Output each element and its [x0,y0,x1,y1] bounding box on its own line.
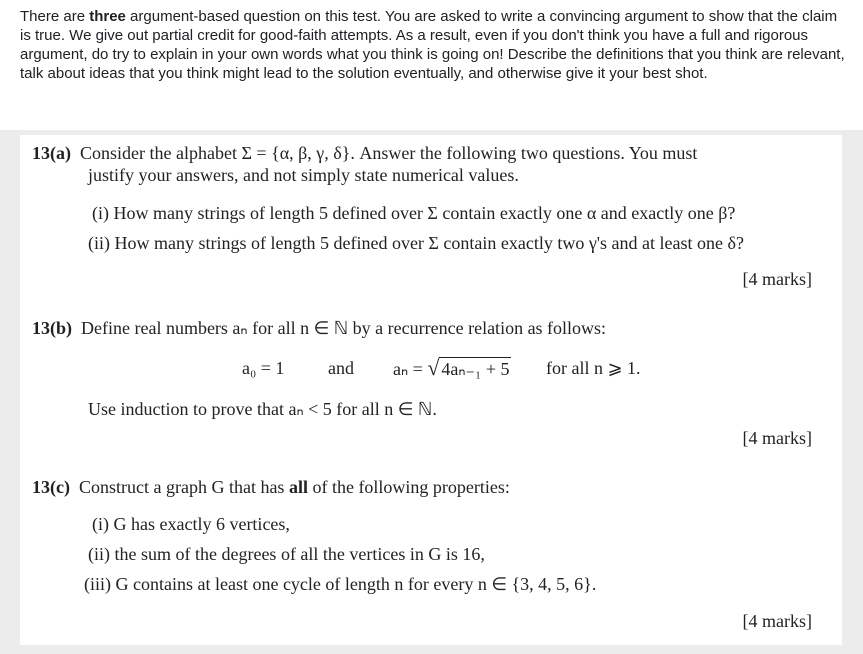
q13c-part-iii: (iii) G contains at least one cycle of length n for every n ∈ {3, 4, 5, 6}. [84,574,597,594]
q13c-line1 [32,476,510,498]
q13a-part-i: (i) How many strings of length 5 defined over Σ contain exactly one α and exactly one β? [92,203,736,223]
q13b-number: 13(b) [32,318,72,338]
q13a-line1 [32,142,697,164]
q13b-eq-recurrence [393,357,511,380]
q13b-eq-lhs: aₙ = [393,359,423,379]
q13a-text1: Consider the alphabet Σ = {α, β, γ, δ}. Answer the following two questions. You must [80,143,698,163]
sqrt-symbol: √ [427,355,440,380]
q13c-part-i: (i) G has exactly 6 vertices, [92,514,290,534]
q13b-eq-a0: a₀ = 1 [242,358,285,378]
q13a-line2: justify your answers, and not simply state numerical values. [88,165,519,185]
q13c-text1c: of the following properties: [307,477,510,497]
q13c-text1a: Construct a graph G that has [78,477,289,497]
question-paper [20,135,842,645]
q13c-number: 13(c) [32,477,70,497]
q13a-part-ii: (ii) How many strings of length 5 defined over Σ contain exactly two γ's and at least one δ? [88,233,744,253]
q13c-part-ii: (ii) the sum of the degrees of all the vertices in G is 16, [88,544,485,564]
q13c-bold-all: all [288,477,308,497]
intro-text-1: There are [20,8,90,25]
q13b-line1 [32,317,606,339]
q13a-number: 13(a) [32,143,71,163]
q13b-marks: [4 marks] [742,428,812,448]
q13c-marks: [4 marks] [742,611,812,631]
q13b-line2: Use induction to prove that aₙ < 5 for all n ∈ ℕ. [88,399,437,419]
q13b-eq-radicand: 4aₙ₋₁ + 5 [441,359,510,379]
instructions-paragraph [20,7,850,83]
q13a-marks: [4 marks] [742,269,812,289]
q13b-eq-condition: for all n ⩾ 1. [546,358,641,378]
intro-text-2: argument-based question on this test. You are asked to write a convincing argument to show that the claim is true. We give out partial credit for good-faith attempts. As a result, even if you don't think you have a full and rigorous argument, do try to explain in your own words what you think is going on! Describe the definitions that you think are relevant, talk about ideas that you think might lead to the solution eventually, and otherwise give it your best shot. [20,8,845,82]
intro-bold-three: three [89,8,126,25]
q13b-eq-and: and [328,358,354,378]
q13b-text1: Define real numbers aₙ for all n ∈ ℕ by a recurrence relation as follows: [81,318,607,338]
